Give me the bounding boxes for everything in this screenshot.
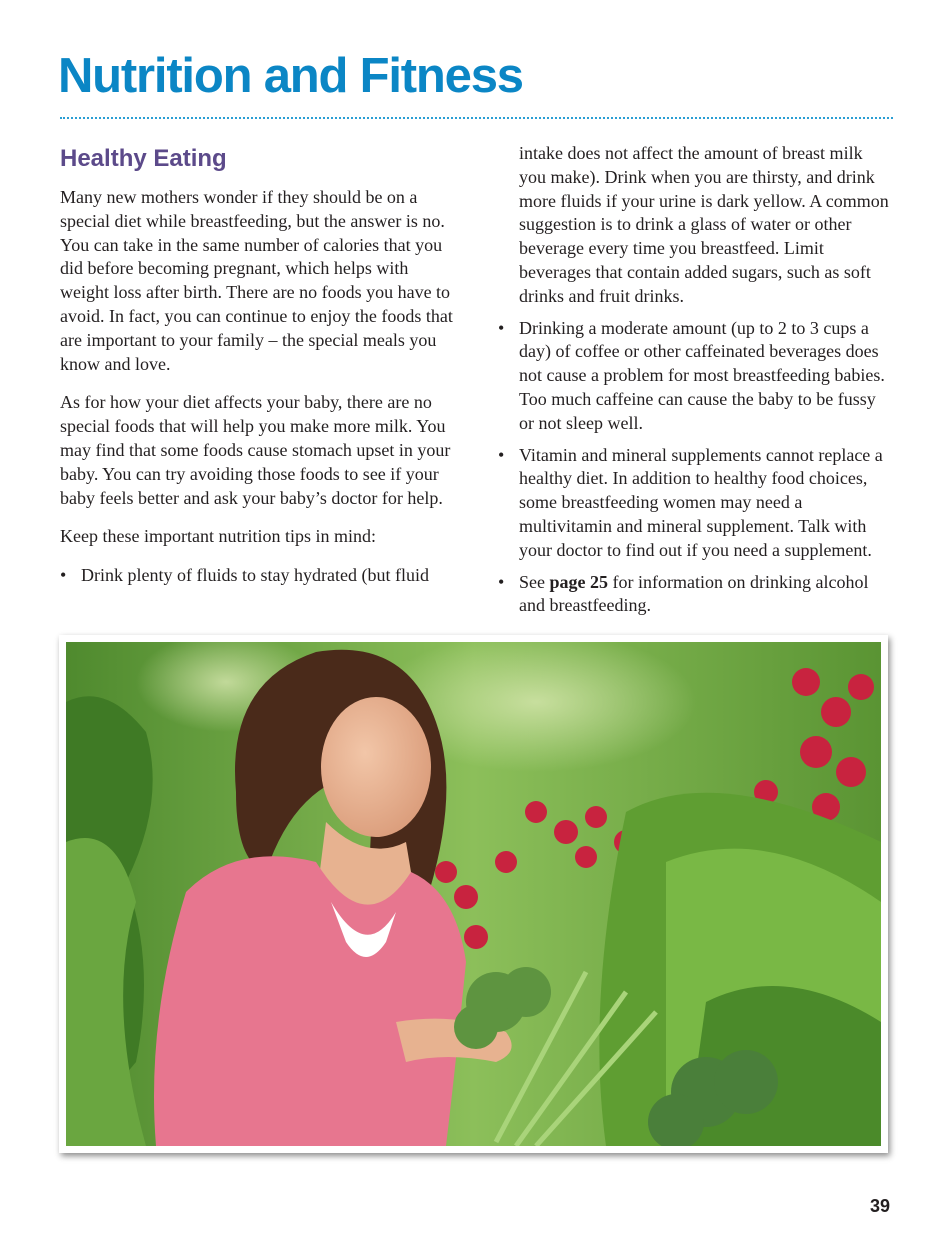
photo-illustration bbox=[66, 642, 881, 1146]
paragraph-diet-affects-baby: As for how your diet affects your baby, there are no special foods that will help you make more milk. You may find that some foods cause stomach upset in your baby. You can try avoiding those foods to see if your baby feels better and ask your baby’s doctor for help. bbox=[60, 392, 451, 508]
left-column bbox=[60, 142, 455, 596]
photo-frame bbox=[59, 635, 888, 1153]
right-column bbox=[498, 142, 893, 626]
bullet-marker: • bbox=[60, 565, 67, 586]
list-item bbox=[60, 564, 455, 588]
bullet-continued-text: intake does not affect the amount of breast milk you make). Drink when you are thirsty, and drink more fluids if your urine is dark yellow. A common suggestion is to drink a glass of water or other beverage every time you breastfeed. Limit beverages that contain added sugars, such as soft drinks and fruit drinks. bbox=[519, 143, 889, 306]
bullet-text: Vitamin and mineral supplements cannot replace a healthy diet. In addition to healthy food choices, some breastfeeding women may need a multivitamin and mineral supplement. Talk with your doctor to find out if you need a supplement. bbox=[519, 444, 883, 560]
page-title: Nutrition and Fitness bbox=[58, 49, 523, 103]
list-item bbox=[498, 317, 893, 436]
paragraph-tips-intro: Keep these important nutrition tips in mind: bbox=[60, 526, 376, 547]
list-item bbox=[498, 571, 893, 619]
page-reference-link[interactable]: page 25 bbox=[549, 571, 608, 592]
paragraph-special-diet: Many new mothers wonder if they should be on a special diet while breastfeeding, but the answer is no. You can take in the same number of calories that you did before becoming pregnant, which helps with weight loss after birth. There are no foods you have to avoid. In fact, you can continue to enjoy the foods that are important to your family – the special meals you know and love. bbox=[60, 187, 453, 374]
dotted-divider bbox=[60, 117, 893, 119]
section-heading: Healthy Eating bbox=[60, 145, 227, 172]
bullet-text-suffix: for information on drinking alcohol and breastfeeding. bbox=[519, 571, 869, 616]
woman-with-produce-photo bbox=[66, 642, 881, 1146]
bullet-text: Drinking a moderate amount (up to 2 to 3 cups a day) of coffee or other caffeinated beverages does not cause a problem for most breastfeeding babies. Too much caffeine can cause the baby to be fussy or not sleep well. bbox=[519, 317, 885, 433]
bullet-text: Drink plenty of fluids to stay hydrated (but fluid bbox=[81, 565, 429, 586]
tips-list-right bbox=[498, 317, 893, 619]
bullet-marker: • bbox=[498, 444, 505, 465]
bullet-text-prefix: See bbox=[519, 571, 550, 592]
tips-list-left bbox=[60, 564, 455, 588]
page-number: 39 bbox=[869, 1196, 890, 1216]
list-item bbox=[498, 444, 893, 563]
bullet-marker: • bbox=[498, 317, 505, 338]
bullet-marker: • bbox=[498, 571, 505, 592]
